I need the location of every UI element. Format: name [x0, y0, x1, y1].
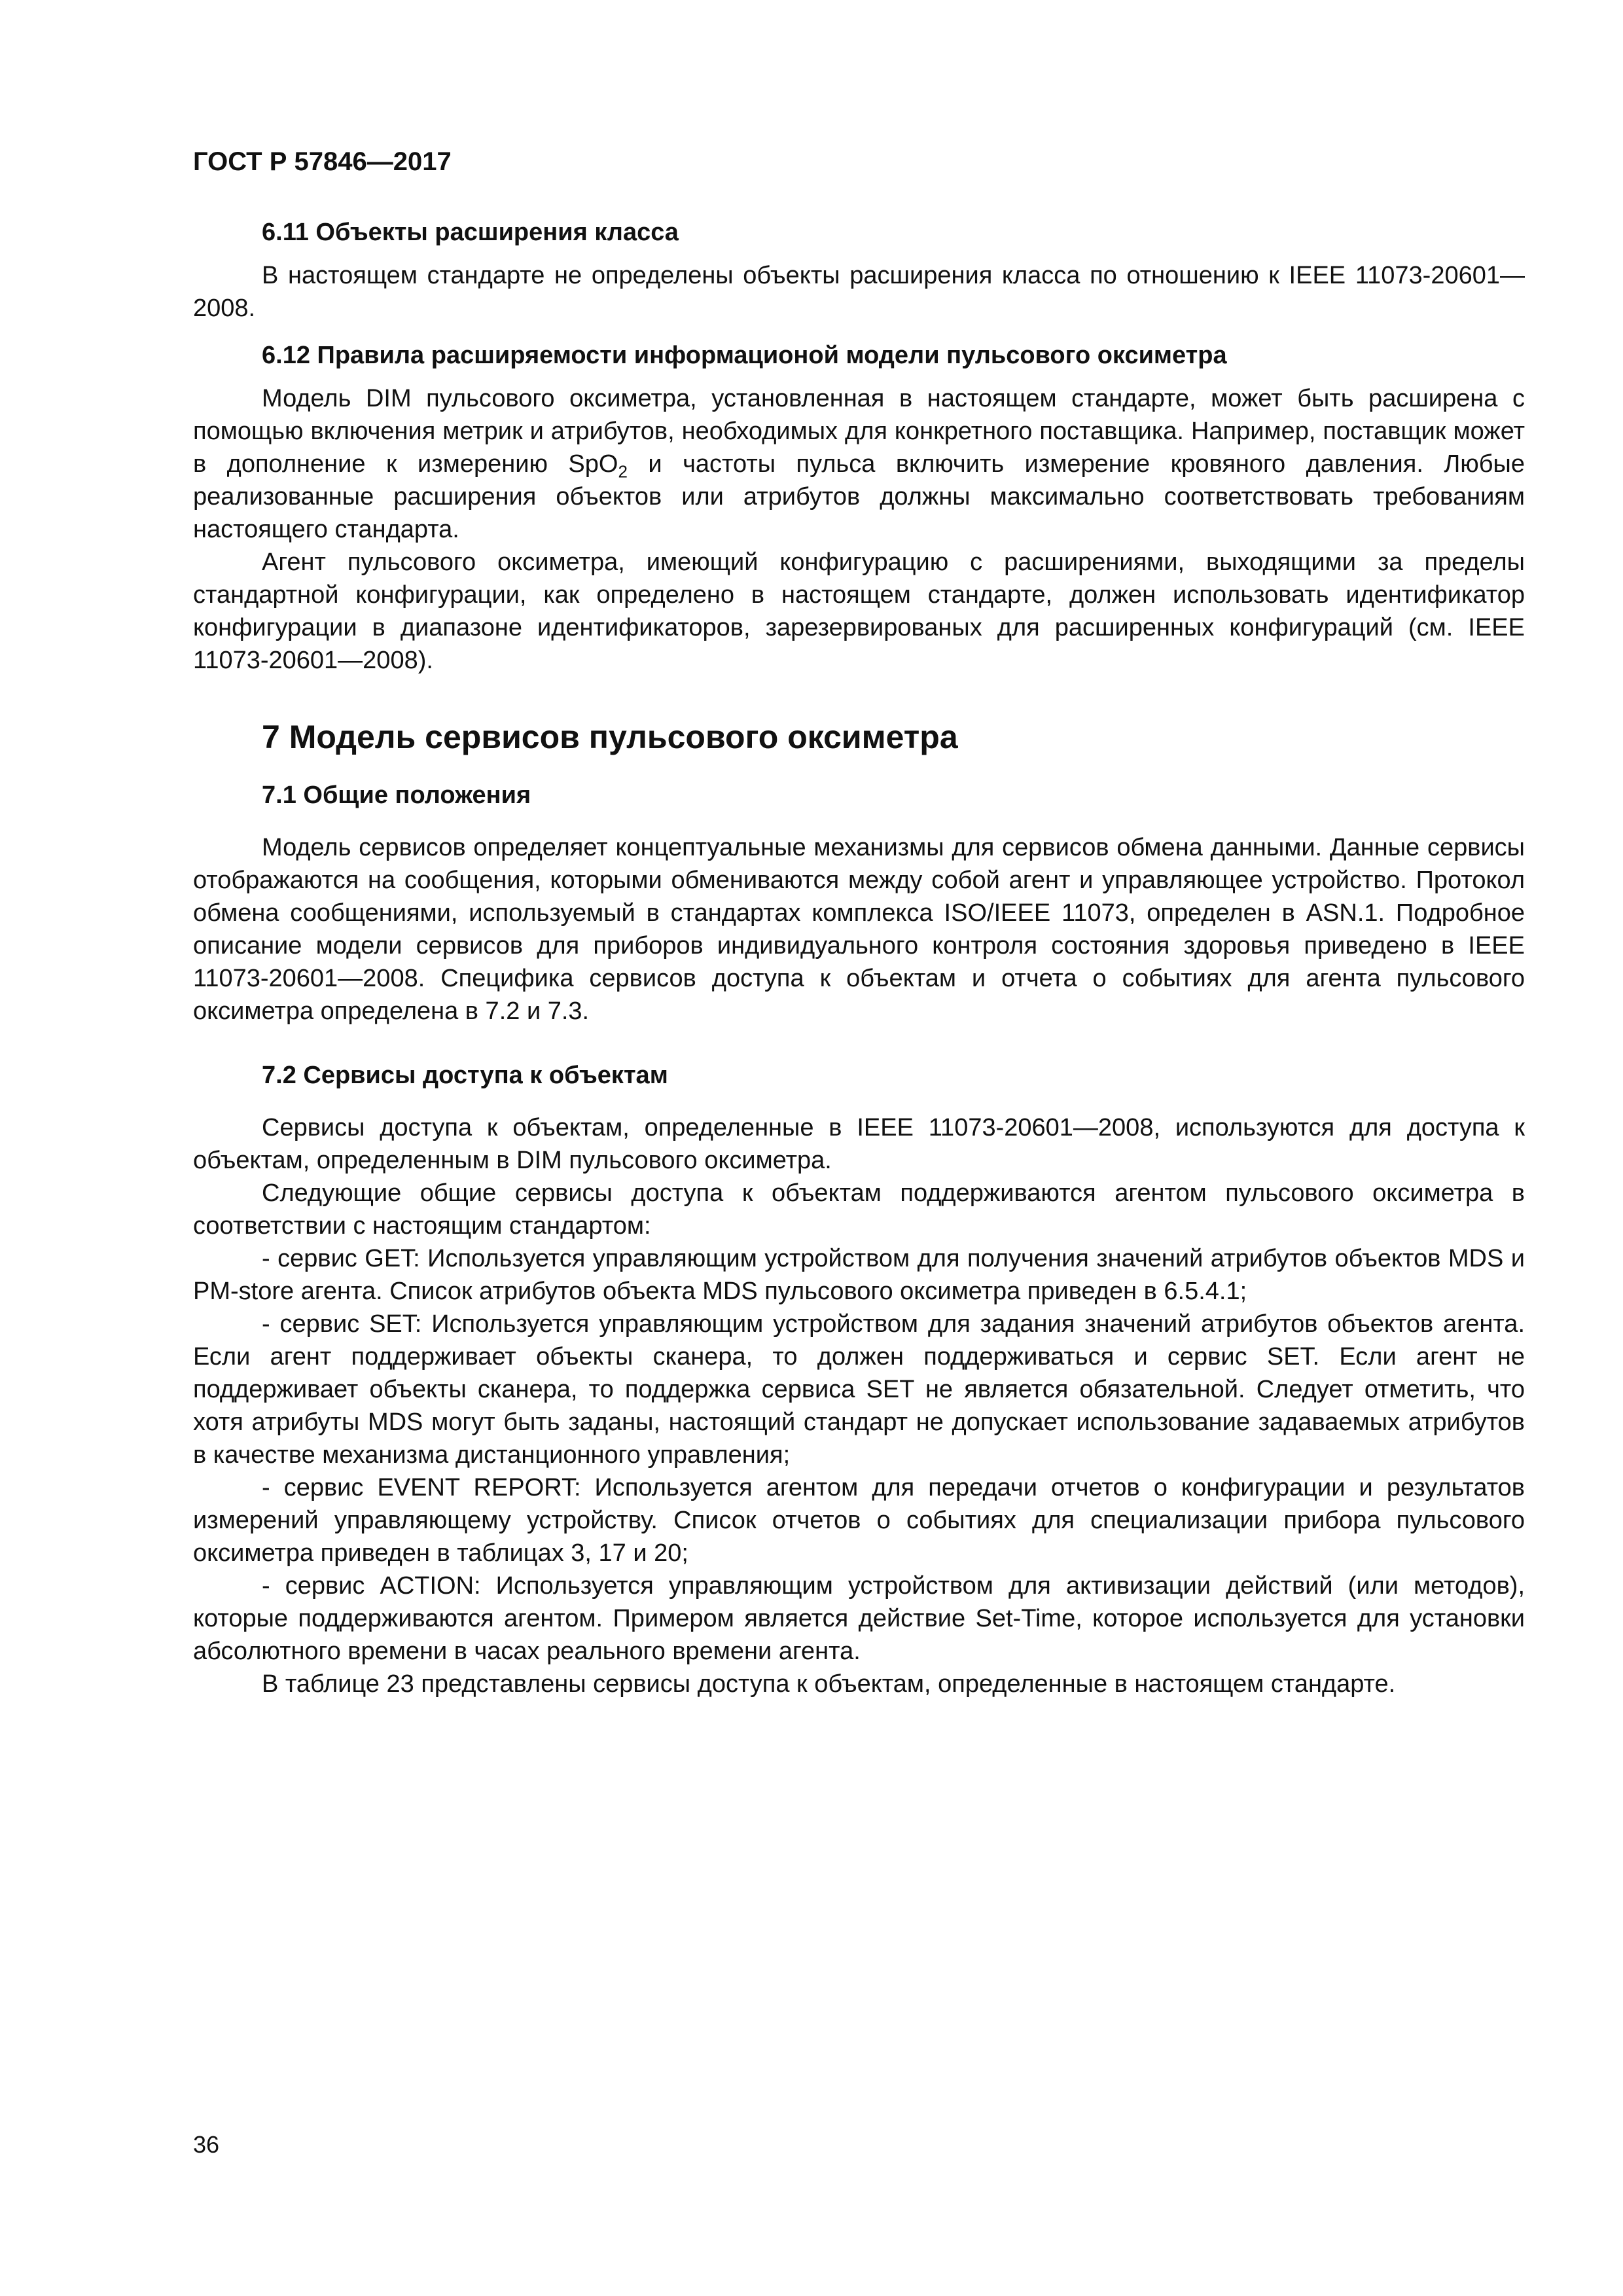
page-number: 36 — [193, 2131, 220, 2158]
document-code-header: ГОСТ Р 57846—2017 — [193, 147, 452, 176]
section-7-2-paragraph-2: Следующие общие сервисы доступа к объектам поддерживаются агентом пульсового оксиметра в соответствии с настоящим стандартом: — [193, 1179, 1525, 1240]
list-item-set-service: - сервис SET: Используется управляющим устройством для задания значений атрибутов объектов агента. Если агент поддерживает объекты сканера, то должен поддерживаться и сервис SET. Если агент не поддерживает объекты сканера, то поддержка сервиса SET не является обязательной. Следует отметить, что хотя атрибуты MDS могут быть заданы, настоящий стандарт не допускает использование задаваемых атрибутов в качестве механизма дистанционного управления; — [193, 1310, 1525, 1469]
section-7-2-paragraph-1: Сервисы доступа к объектам, определенные в IEEE 11073-20601—2008, используются для доступа к объектам, определенным в DIM пульсового оксиметра. — [193, 1114, 1525, 1174]
list-item-get-service: - сервис GET: Используется управляющим устройством для получения значений атрибутов объектов MDS и PM-store агента. Список атрибутов объекта MDS пульсового оксиметра приведен в 6.5.4.1; — [193, 1245, 1525, 1305]
section-7-2-title: 7.2 Сервисы доступа к объектам — [262, 1062, 668, 1089]
list-item-event-report-service: - сервис EVENT REPORT: Используется агентом для передачи отчетов о конфигурации и результатов измерений управляющему устройству. Список отчетов о событиях для специализации прибора пульсового оксиметра приведен в таблицах 3, 17 и 20; — [193, 1474, 1525, 1567]
section-6-12-paragraph-2: Агент пульсового оксиметра, имеющий конфигурацию с расширениями, выходящими за пределы стандартной конфигурации, как определено в настоящем стандарте, должен использовать идентификатор конфигурации в диапазоне идентификаторов, зарезервированых для расширенных конфигураций (см. IEEE 11073-20601—2008). — [193, 548, 1525, 674]
section-7-title: 7 Модель сервисов пульсового оксиметра — [262, 719, 958, 755]
section-7-1-title: 7.1 Общие положения — [262, 781, 531, 809]
section-6-11-title: 6.11 Объекты расширения класса — [262, 219, 679, 246]
spo2-subscript: 2 — [618, 461, 628, 482]
section-7-1-paragraph: Модель сервисов определяет концептуальные механизмы для сервисов обмена данными. Данные сервисы отображаются на сообщения, которыми обмениваются между собой агент и управляющее устройство. Протокол обмена сообщениями, используемый в стандартах комплекса ISO/IEEE 11073, определен в ASN.1. Подробное описание модели сервисов для приборов индивидуального контроля состояния здоровья приведено в IEEE 11073-20601—2008. Специфика сервисов доступа к объектам и отчета о событиях для агента пульсового оксиметра определена в 7.2 и 7.3. — [193, 834, 1525, 1025]
section-6-12-paragraph-1 — [193, 382, 1525, 546]
section-7-2-paragraph-3: В таблице 23 представлены сервисы доступа к объектам, определенные в настоящем стандарте. — [262, 1670, 1396, 1698]
section-6-12-title: 6.12 Правила расширяемости информационой модели пульсового оксиметра — [262, 342, 1227, 369]
list-item-action-service: - сервис ACTION: Используется управляющим устройством для активизации действий (или методов), которые поддерживаются агентом. Примером является действие Set-Time, которое используется для установки абсолютного времени в часах реального времени агента. — [193, 1572, 1525, 1665]
section-6-12-paragraph-1-part-a: Модель DIM пульсового оксиметра, установленная в настоящем стандарте, может быть расширена с помощью включения метрик и атрибутов, необходимых для конкретного поставщика. Например, поставщик может в дополнение к измерению SpO — [193, 385, 1525, 478]
section-6-11-paragraph: В настоящем стандарте не определены объекты расширения класса по отношению к IEEE 11073-20601—2008. — [193, 262, 1525, 322]
document-page — [193, 145, 1525, 1700]
section-6-12-paragraph-1-part-b: и частоты пульса включить измерение кровяного давления. Любые реализованные расширения объектов или атрибутов должны максимально соответствовать требованиям настоящего стандарта. — [193, 450, 1525, 543]
